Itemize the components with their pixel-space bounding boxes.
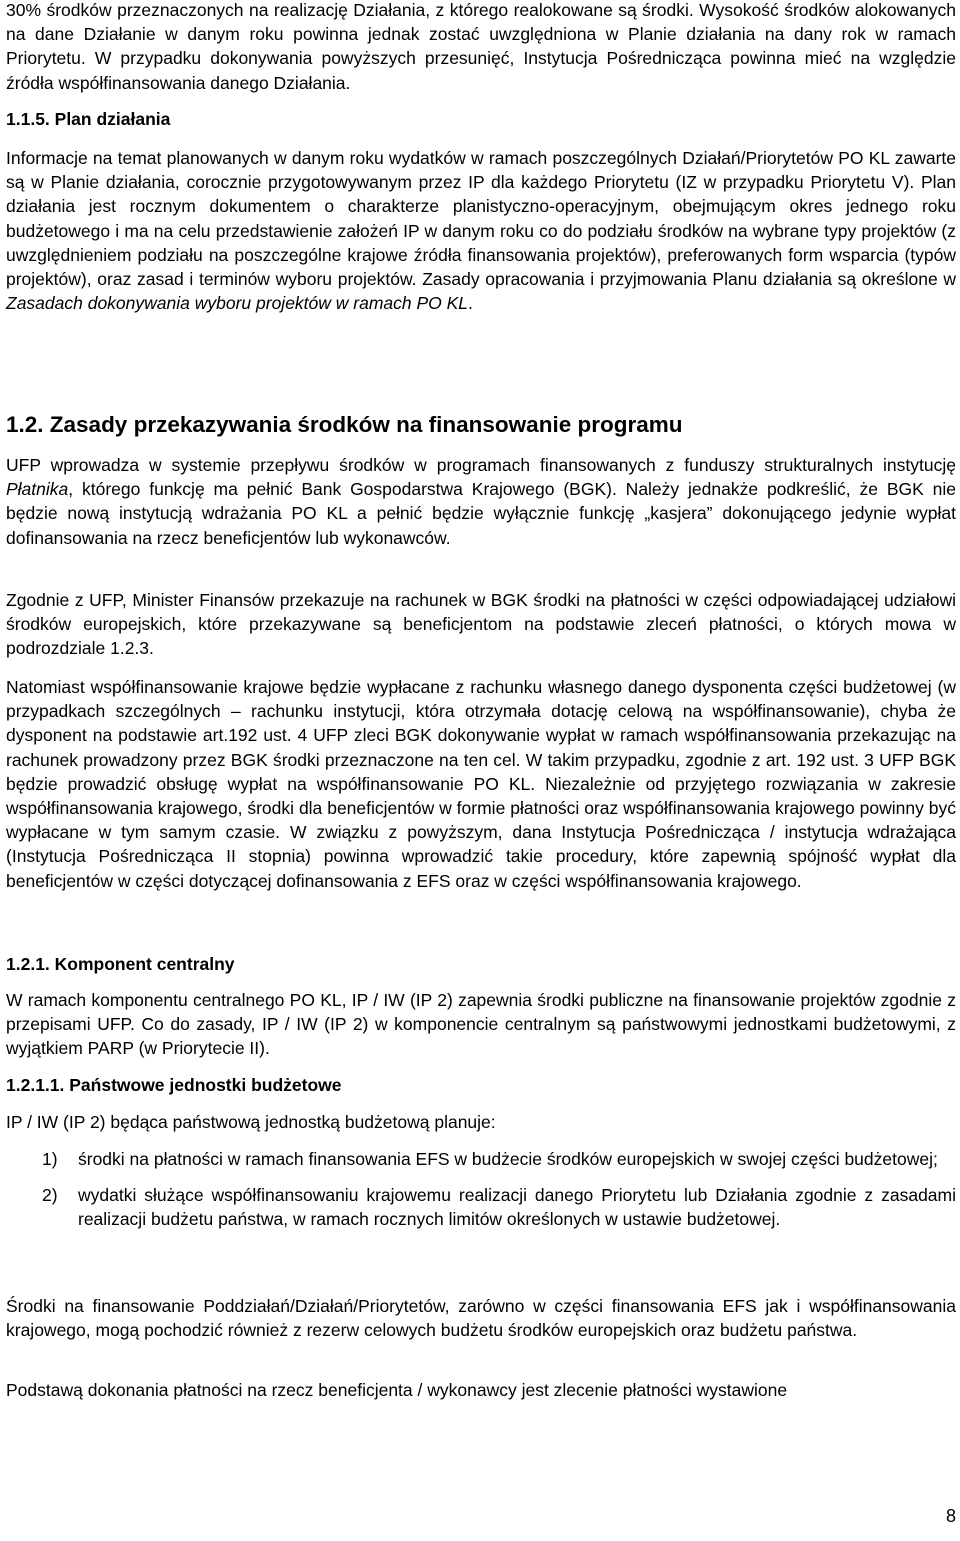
heading-1-2: 1.2. Zasady przekazywania środków na finansowanie programu: [6, 412, 683, 437]
list-item-number: 1): [42, 1149, 58, 1169]
heading-1-2-1-1: 1.2.1.1. Państwowe jednostki budżetowe: [6, 1075, 342, 1095]
list-item: [6, 1183, 956, 1231]
ufp-italic-platnik: Płatnika: [6, 479, 69, 500]
paragraph-podstawa-platnosci: Podstawą dokonania płatności na rzecz beneficjenta / wykonawcy jest zlecenie płatności wystawione: [6, 1380, 788, 1400]
page-number: 8: [945, 1506, 956, 1526]
list-item: [6, 1147, 956, 1171]
paragraph-ufp: [6, 453, 956, 550]
ufp-text-a: UFP wprowadza w systemie przepływu środków w programach finansowanych z funduszy strukturalnych instytucję: [6, 455, 956, 475]
list-item-text: środki na płatności w ramach finansowania EFS w budżecie środków europejskich w swojej części budżetowej;: [78, 1149, 938, 1169]
paragraph-plan-dzialania: [6, 146, 956, 315]
planning-list: [6, 1147, 956, 1232]
list-item-number: 2): [42, 1185, 58, 1206]
list-item-text: wydatki służące współfinansowaniu krajowemu realizacji danego Priorytetu lub Działania zgodnie z zasadami realizacji budżetu państwa, w ramach rocznych limitów określonych w ustawie budżetowej.: [78, 1185, 956, 1230]
paragraph-wspolfinansowanie: Natomiast współfinansowanie krajowe będzie wypłacane z rachunku własnego danego dysponenta części budżetowej (w przypadkach szczególnych – rachunku instytucji, która otrzymała dotację celową na współfinansowanie), chyba że dysponent na podstawie art.192 ust. 4 UFP zleci BGK dokonywanie wypłat w ramach współfinansowania przekazując na rachunek prowadzony przez BGK środki przeznaczone na ten cel. W takim przypadku, zgodnie z art. 192 ust. 3 UFP BGK będzie prowadzić obsługę wypłat na współfinansowanie PO KL. Niezależnie od przyjętego rozwiązania w zakresie współfinansowania krajowego, środki dla beneficjentów w formie płatności oraz współfinansowania krajowego powinny być wypłacane w tym samym czasie. W związku z powyższym, dana Instytucja Pośrednicząca / instytucja wdrażająca (Instytucja Pośrednicząca II stopnia) powinna wprowadzić takie procedury, które zapewnią spójność wypłat dla beneficjentów w części dotyczącej dofinansowania z EFS oraz w części współfinansowania krajowego.: [6, 677, 956, 891]
heading-1-1-5: 1.1.5. Plan działania: [6, 109, 171, 129]
paragraph-minister-finansow: Zgodnie z UFP, Minister Finansów przekazuje na rachunek w BGK środki na płatności w części odpowiadającej udziałowi środków europejskich, które przekazywane są beneficjentom na podstawie zleceń płatności, o których mowa w podrozdziale 1.2.3.: [6, 590, 956, 659]
ufp-text-b: , którego funkcję ma pełnić Bank Gospodarstwa Krajowego (BGK). Należy jednakże podkreślić, że BGK nie będzie nową instytucją wdrażania PO KL a pełnić będzie wyłącznie funkcję „kasjera” dokonującego jedynie wypłat dofinansowania na rzecz beneficjentów lub wykonawców.: [6, 479, 956, 548]
paragraph-intro-planuje: IP / IW (IP 2) będąca państwową jednostką budżetową planuje:: [6, 1112, 496, 1132]
heading-1-2-1: 1.2.1. Komponent centralny: [6, 954, 235, 974]
paragraph-srodki-na-finansowanie: Środki na finansowanie Poddziałań/Działań/Priorytetów, zarówno w części finansowania EFS jak i współfinansowania krajowego, mogą pochodzić również z rezerw celowych budżetu środków europejskich oraz budżetu państwa.: [6, 1296, 956, 1341]
plan-text: Informacje na temat planowanych w danym roku wydatków w ramach poszczególnych Działań/Priorytetów PO KL zawarte są w Planie działania, corocznie przygotowywanym przez IP dla każdego Priorytetu (IZ w przypadku Priorytetu V). Plan działania jest rocznym dokumentem o charakterze planistyczno-operacyjnym, obejmującym okres jednego roku budżetowego i ma na celu przedstawienie założeń IP w danym roku co do podziału środków na wybrane typy projektów (z uwzględnieniem podziału na poszczególne krajowe źródła finansowania projektów), preferowanych form wsparcia (typów projektów), oraz zasad i terminów wyboru projektów. Zasady opracowania i przyjmowania Planu działania są określone w: [6, 148, 956, 290]
paragraph-komponent-centralny: W ramach komponentu centralnego PO KL, IP / IW (IP 2) zapewnia środki publiczne na finansowanie projektów zgodnie z przepisami UFP. Co do zasady, IP / IW (IP 2) w komponencie centralnym są państwowymi jednostkami budżetowymi, z wyjątkiem PARP (w Priorytecie II).: [6, 990, 956, 1059]
paragraph-top: 30% środków przeznaczonych na realizację Działania, z którego realokowane są środki. Wysokość środków alokowanych na dane Działanie w danym roku powinna jednak zostać uwzględniona w Planie działania na dany rok w ramach Priorytetu. W przypadku dokonywania powyższych przesunięć, Instytucja Pośrednicząca powinna mieć na względzie źródła współfinansowania danego Działania.: [6, 0, 956, 93]
plan-end: .: [468, 293, 473, 314]
plan-italic-ref: Zasadach dokonywania wyboru projektów w ramach PO KL: [6, 293, 469, 314]
